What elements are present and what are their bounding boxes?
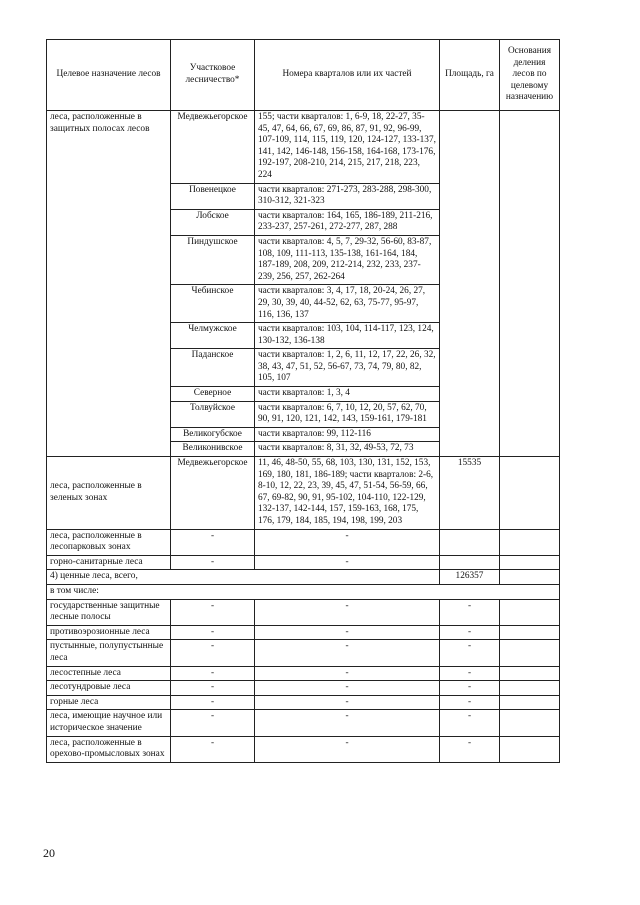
quarters-cell: части кварталов: 3, 4, 17, 18, 20-24, 26, 27, 29, 30, 39, 40, 44-52, 62, 63, 75-77, 95-97, 116, 136, 137	[255, 285, 440, 323]
purpose-label: горные леса	[47, 695, 171, 710]
area-cell: -	[440, 599, 500, 625]
forest-purpose-table	[46, 39, 560, 763]
basis-cell	[500, 529, 560, 555]
area-cell: -	[440, 695, 500, 710]
basis-cell	[500, 710, 560, 736]
quarters-cell: части кварталов: 1, 2, 6, 11, 12, 17, 22, 26, 32, 38, 43, 47, 51, 52, 56-67, 73, 74, 79, 80, 82, 105, 107	[255, 349, 440, 387]
quarters-cell: -	[255, 666, 440, 681]
purpose-label: противоэрозионные леса	[47, 625, 171, 640]
basis-cell	[500, 111, 560, 457]
quarters-cell: части кварталов: 8, 31, 32, 49-53, 72, 73	[255, 442, 440, 457]
quarters-cell: -	[255, 736, 440, 762]
basis-cell	[500, 640, 560, 666]
basis-cell	[500, 666, 560, 681]
forestry-cell: Челмужское	[171, 323, 255, 349]
forestry-cell: -	[171, 695, 255, 710]
table-row	[47, 681, 560, 696]
header-purpose: Целевое назначение лесов	[47, 40, 171, 111]
quarters-cell: части кварталов: 164, 165, 186-189, 211-216, 233-237, 257-261, 272-277, 287, 288	[255, 209, 440, 235]
forestry-cell: Пиндушское	[171, 235, 255, 284]
quarters-cell: -	[255, 681, 440, 696]
basis-cell	[500, 625, 560, 640]
purpose-sanitary: горно-санитарные леса	[47, 555, 171, 570]
table-row	[47, 111, 560, 184]
quarters-cell: -	[255, 695, 440, 710]
quarters-cell: части кварталов: 1, 3, 4	[255, 387, 440, 402]
purpose-label: леса, имеющие научное или историческое значение	[47, 710, 171, 736]
basis-cell	[500, 457, 560, 530]
quarters-cell: 11, 46, 48-50, 55, 68, 103, 130, 131, 152, 153, 169, 180, 181, 186-189; части кварталов: 2-6, 8-10, 12, 22, 23, 39, 45, 47, 51-54, 56-59, 66, 67, 69-82, 90, 91, 95-102, 104-110, 122-129, 132-137, 142-144, 157, 159-163, 168, 175, 176, 179, 184, 185, 194, 198, 199, 203	[255, 457, 440, 530]
area-cell: 126357	[440, 570, 500, 585]
table-row	[47, 555, 560, 570]
quarters-cell: -	[255, 529, 440, 555]
purpose-label: пустынные, полупустынные леса	[47, 640, 171, 666]
table-row	[47, 710, 560, 736]
table-row	[47, 599, 560, 625]
basis-cell	[500, 681, 560, 696]
header-forestry: Участковое лесничество*	[171, 40, 255, 111]
purpose-park-zones: леса, расположенные в лесопарковых зонах	[47, 529, 171, 555]
purpose-label: леса, расположенные в орехово-промысловых зонах	[47, 736, 171, 762]
quarters-cell: части кварталов: 103, 104, 114-117, 123, 124, 130-132, 136-138	[255, 323, 440, 349]
forestry-cell: -	[171, 640, 255, 666]
forestry-cell: Великогубское	[171, 427, 255, 442]
forestry-cell: Медвежьегорское	[171, 111, 255, 184]
forestry-cell: Толвуйское	[171, 401, 255, 427]
table-row	[47, 625, 560, 640]
area-cell: -	[440, 710, 500, 736]
quarters-cell: части кварталов: 271-273, 283-288, 298-300, 310-312, 321-323	[255, 183, 440, 209]
quarters-cell: части кварталов: 99, 112-116	[255, 427, 440, 442]
area-cell: -	[440, 681, 500, 696]
forestry-cell: -	[171, 529, 255, 555]
page-number: 20	[43, 846, 55, 860]
quarters-cell: -	[255, 710, 440, 736]
purpose-label: лесотундровые леса	[47, 681, 171, 696]
purpose-label: государственные защитные лесные полосы	[47, 599, 171, 625]
table-row	[47, 457, 560, 530]
basis-cell	[500, 599, 560, 625]
quarters-cell: части кварталов: 6, 7, 10, 12, 20, 57, 62, 70, 90, 91, 120, 121, 142, 143, 159-161, 179-181	[255, 401, 440, 427]
quarters-cell: -	[255, 599, 440, 625]
area-cell: 15535	[440, 457, 500, 530]
forestry-cell: Медвежьегорское	[171, 457, 255, 530]
basis-cell	[500, 555, 560, 570]
table-row	[47, 529, 560, 555]
forestry-cell: -	[171, 599, 255, 625]
quarters-cell: 155; части кварталов: 1, 6-9, 18, 22-27, 35-45, 47, 64, 66, 67, 69, 86, 87, 91, 92, 96-99, 107-109, 114, 115, 119, 120, 124-127, 133-137, 141, 142, 146-148, 156-158, 164-168, 173-176, 192-197, 208-210, 214, 215, 217, 218, 223, 224	[255, 111, 440, 184]
table-row	[47, 736, 560, 762]
table-row	[47, 695, 560, 710]
purpose-protective-strips: леса, расположенные в защитных полосах лесов	[47, 111, 171, 457]
quarters-cell: -	[255, 640, 440, 666]
forestry-cell: -	[171, 555, 255, 570]
forestry-cell: Великонивское	[171, 442, 255, 457]
area-cell: -	[440, 625, 500, 640]
forestry-cell: Северное	[171, 387, 255, 402]
basis-cell	[500, 695, 560, 710]
area-cell: -	[440, 640, 500, 666]
table-row	[47, 640, 560, 666]
basis-cell	[500, 570, 560, 585]
table-row	[47, 570, 560, 585]
quarters-cell: -	[255, 625, 440, 640]
area-cell	[440, 529, 500, 555]
including-row: в том числе:	[47, 584, 560, 599]
forestry-cell: Повенецкое	[171, 183, 255, 209]
table-row	[47, 584, 560, 599]
basis-cell	[500, 736, 560, 762]
forestry-cell: Чебинское	[171, 285, 255, 323]
quarters-cell: части кварталов: 4, 5, 7, 29-32, 56-60, 83-87, 108, 109, 111-113, 135-138, 161-164, 184, 187-189, 208, 209, 212-214, 232, 233, 237-239, 256, 257, 262-264	[255, 235, 440, 284]
forestry-cell: -	[171, 681, 255, 696]
forestry-cell: -	[171, 625, 255, 640]
area-cell: -	[440, 736, 500, 762]
forestry-cell: Паданское	[171, 349, 255, 387]
header-quarters: Номера кварталов или их частей	[255, 40, 440, 111]
header-area: Площадь, га	[440, 40, 500, 111]
area-cell: -	[440, 666, 500, 681]
header-basis: Основания деления лесов по целевому назначению	[500, 40, 560, 111]
table-row	[47, 666, 560, 681]
forestry-cell: -	[171, 666, 255, 681]
purpose-green-zones: леса, расположенные в зеленых зонах	[47, 457, 171, 530]
header-row	[47, 40, 560, 111]
area-cell	[440, 555, 500, 570]
area-cell	[440, 111, 500, 457]
purpose-label: лесостепные леса	[47, 666, 171, 681]
forestry-cell: -	[171, 736, 255, 762]
forestry-cell: Лобское	[171, 209, 255, 235]
quarters-cell: -	[255, 555, 440, 570]
forestry-cell: -	[171, 710, 255, 736]
purpose-valuable-total: 4) ценные леса, всего,	[47, 570, 440, 585]
